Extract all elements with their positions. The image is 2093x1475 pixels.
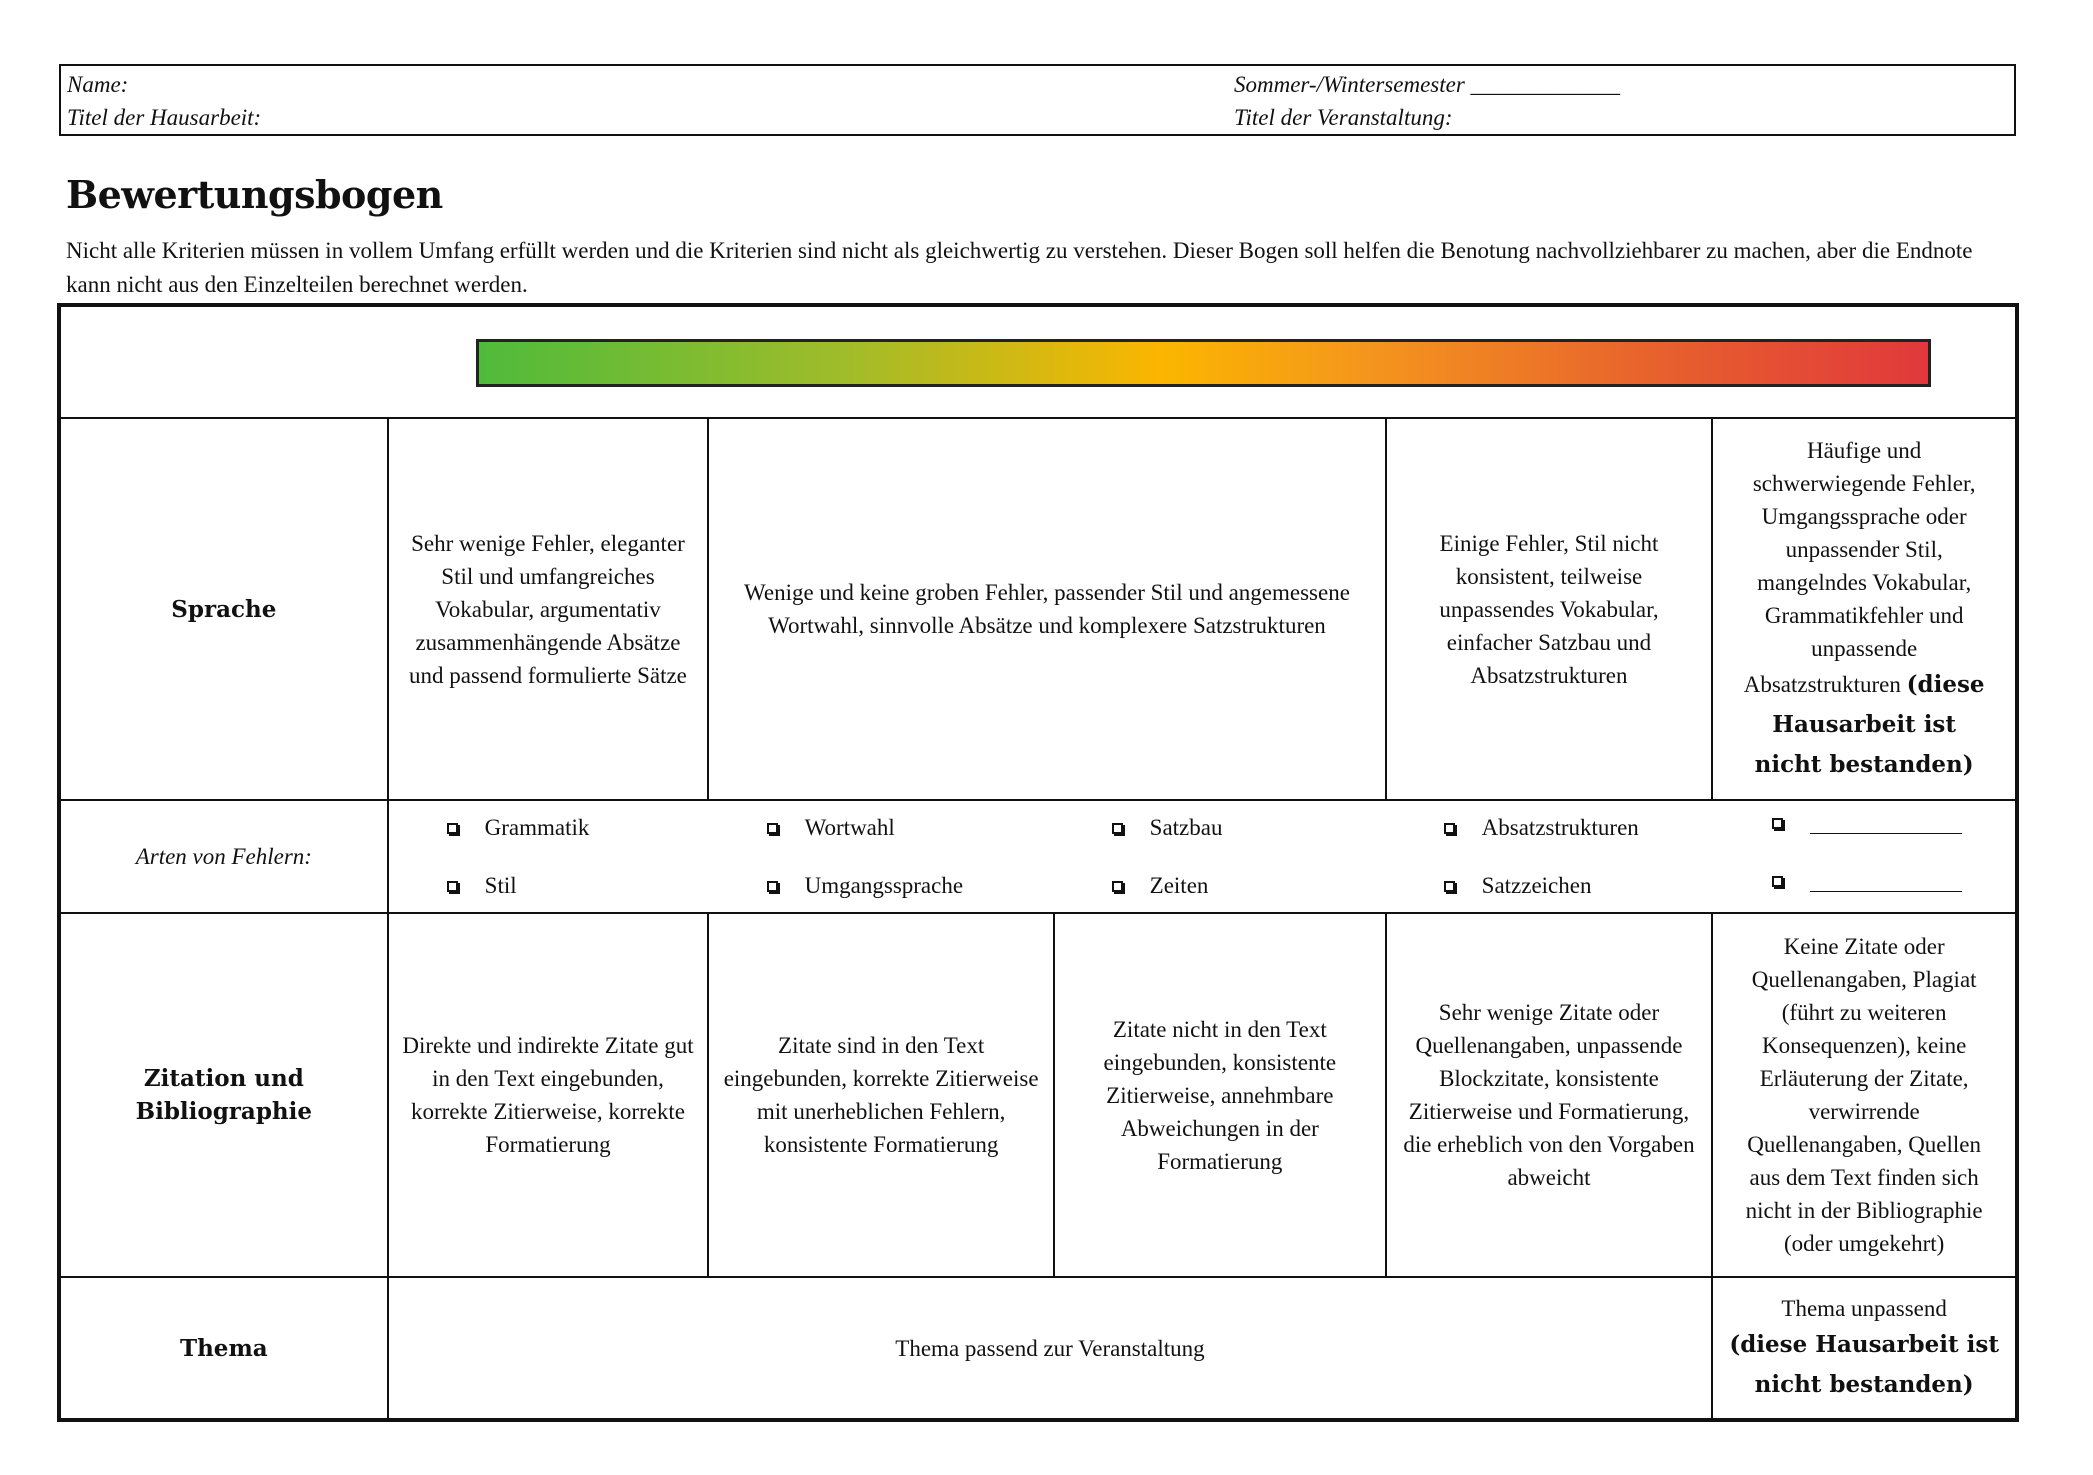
zitation-level-5: Keine Zitate oder Quellenangaben, Plagiat (führt zu weiteren Konsequenzen), keine Erläuterung der Zitate, verwirrende Quellenangaben, Quellen aus dem Text finden sich nicht in der Bibliographie (oder umgekehrt) (1712, 913, 2017, 1277)
checkbox-satzbau[interactable] (1112, 813, 1223, 843)
checkbox-icon[interactable] (767, 823, 778, 834)
sprache-level-4 (1712, 418, 2017, 800)
sprache-level-2: Wenige und keine groben Fehler, passender Stil und angemessene Wortwahl, sinnvolle Absätze und komplexere Satzstrukturen (708, 418, 1385, 800)
thema-level-2-text: Thema unpassend (1781, 1295, 1947, 1321)
checkbox-custom-1[interactable] (1772, 813, 1962, 834)
zitation-level-3: Zitate nicht in den Text eingebunden, konsistente Zitierweise, annehmbare Abweichungen in der Formatierung (1054, 913, 1386, 1277)
sprache-label: Sprache (59, 418, 388, 800)
thema-row (59, 1277, 2017, 1420)
sprache-level-4-text: Häufige und schwerwiegende Fehler, Umgangssprache oder unpassender Stil, mangelndes Vokabular, Grammatikfehler und unpassende Absatzstrukturen (1743, 437, 1976, 697)
fail-note: (diese Hausarbeit ist nicht bestanden) (1729, 1330, 1999, 1398)
checkbox-label: Absatzstrukturen (1481, 815, 1639, 840)
fail-note: (diese Hausarbeit ist nicht bestanden) (1754, 670, 1985, 778)
checkbox-wortwahl[interactable] (767, 813, 895, 843)
intro-paragraph: Nicht alle Kriterien müssen in vollem Umfang erfüllt werden und die Kriterien sind nicht als gleichwertig zu verstehen. Dieser Bogen soll helfen die Benotung nachvollziehbarer zu machen, aber die Endnote kann nicht aus den Einzelteilen berechnet werden. (66, 238, 1973, 297)
semester-label: Sommer-/Wintersemester _____________ (1234, 72, 1621, 97)
checkbox-label: Zeiten (1149, 873, 1209, 898)
checkbox-label: Stil (484, 873, 517, 898)
zitation-label-line-2: Bibliographie (135, 1098, 312, 1125)
checkbox-umgangssprache[interactable] (767, 871, 963, 901)
zitation-label (59, 913, 388, 1277)
checkbox-icon[interactable] (1112, 881, 1123, 892)
checkbox-label: Umgangssprache (804, 873, 964, 898)
checkbox-icon[interactable] (447, 881, 458, 892)
checkbox-custom-2[interactable] (1772, 871, 1962, 892)
zitation-level-2: Zitate sind in den Text eingebunden, korrekte Zitierweise mit unerheblichen Fehlern, konsistente Formatierung (708, 913, 1054, 1277)
checkbox-zeiten[interactable] (1112, 871, 1209, 901)
zitation-label-line-1: Zitation und (143, 1065, 304, 1092)
checkbox-icon[interactable] (1444, 823, 1455, 834)
checkbox-icon[interactable] (1112, 823, 1123, 834)
checkbox-icon[interactable] (1772, 876, 1783, 887)
checkbox-icon[interactable] (1772, 818, 1783, 829)
thema-level-2 (1712, 1277, 2017, 1420)
rubric-table (57, 303, 2019, 1422)
header-info-box (59, 64, 2016, 136)
zitation-level-4: Sehr wenige Zitate oder Quellenangaben, unpassende Blockzitate, konsistente Zitierweise und Formatierung, die erheblich von den Vorgaben abweicht (1386, 913, 1713, 1277)
checkbox-label: Grammatik (484, 815, 590, 840)
checkbox-icon[interactable] (767, 881, 778, 892)
sprache-level-1: Sehr wenige Fehler, eleganter Stil und umfangreiches Vokabular, argumentativ zusammenhängende Absätze und passend formulierte Sätze (388, 418, 709, 800)
checkbox-absatzstrukturen[interactable] (1444, 813, 1639, 843)
checkbox-icon[interactable] (447, 823, 458, 834)
checkbox-grammatik[interactable] (447, 813, 590, 843)
page-title: Bewertungsbogen (66, 172, 443, 217)
blank-line[interactable] (1810, 871, 1962, 892)
fehler-row (59, 800, 2017, 913)
zitation-row (59, 913, 2017, 1277)
checkbox-icon[interactable] (1444, 881, 1455, 892)
blank-line[interactable] (1810, 813, 1962, 834)
thema-label: Thema (59, 1277, 388, 1420)
thema-level-1: Thema passend zur Veranstaltung (388, 1277, 1713, 1420)
thesis-title-label: Titel der Hausarbeit: (67, 105, 262, 130)
sprache-row (59, 418, 2017, 800)
sprache-level-3: Einige Fehler, Stil nicht konsistent, teilweise unpassendes Vokabular, einfacher Satzbau und Absatzstrukturen (1386, 418, 1713, 800)
checkbox-satzzeichen[interactable] (1444, 871, 1592, 901)
checkbox-stil[interactable] (447, 871, 517, 901)
name-label: Name: (67, 72, 129, 97)
error-types-label: Arten von Fehlern: (59, 800, 388, 913)
error-types-checklist (388, 800, 2017, 913)
scale-row (59, 305, 2017, 418)
grade-gradient-bar (476, 339, 1931, 387)
checkbox-label: Satzbau (1149, 815, 1223, 840)
scale-cell (59, 305, 2017, 418)
checkbox-label: Wortwahl (804, 815, 895, 840)
checkbox-label: Satzzeichen (1481, 873, 1592, 898)
zitation-level-1: Direkte und indirekte Zitate gut in den Text eingebunden, korrekte Zitierweise, korrekte Formatierung (388, 913, 709, 1277)
course-title-label: Titel der Veranstaltung: (1234, 105, 1453, 130)
